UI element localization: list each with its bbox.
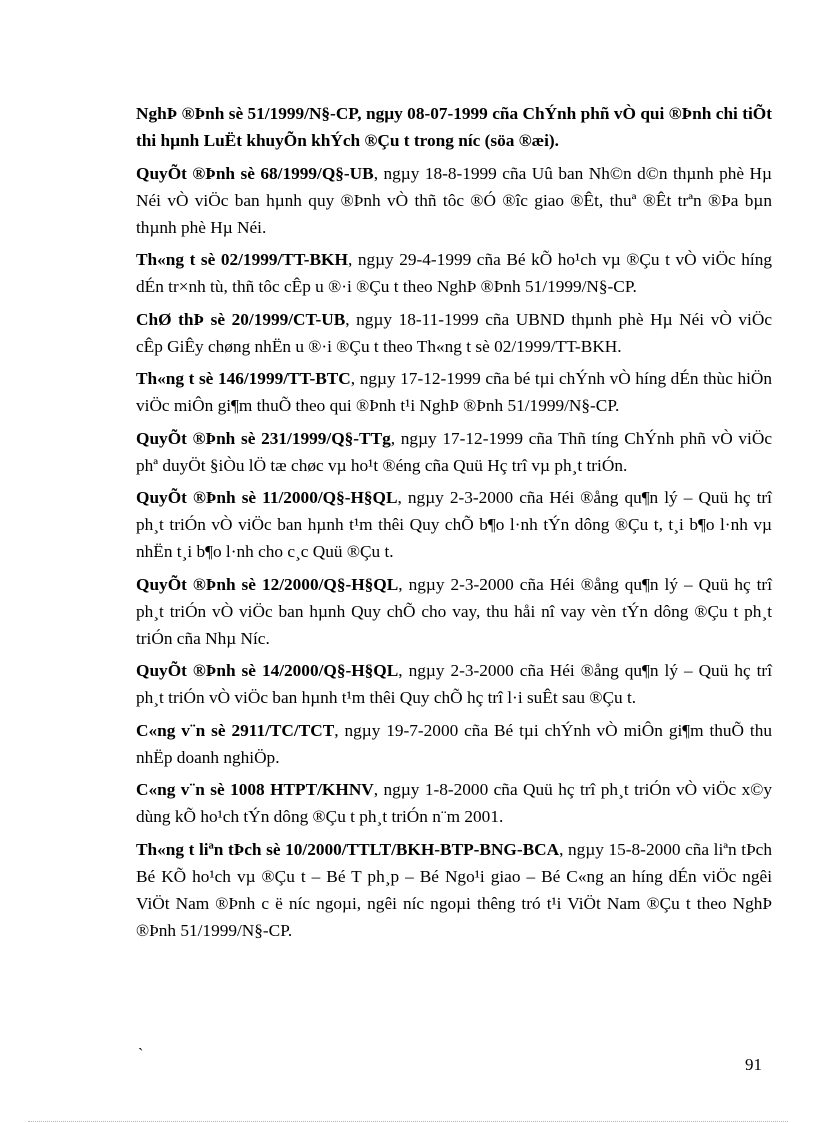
- reference-detail: , ngµy 18-11-1999 cña UBND thµnh phè Hµ Néi vÒ viÖc cÊp GiÊy chøng nhËn u ®·i ®Çu t theo Th«ng t sè 02/1999/TT-BKH.: [136, 309, 772, 356]
- reference-entry-9: [136, 657, 772, 711]
- reference-entry-3: [136, 246, 772, 300]
- reference-title: ChØ thÞ sè 20/1999/CT-UB: [136, 309, 346, 329]
- reference-entry-2: [136, 160, 772, 241]
- reference-title: C«ng v¨n sè 2911/TC/TCT: [136, 720, 335, 740]
- reference-detail: , ngµy 18-8-1999 cña Uû ban Nh©n d©n thµnh phè Hµ Néi vÒ viÖc ban hµnh quy ®Þnh vÒ thñ tôc ®Ó ®îc giao ®Êt, thuª ®Êt trªn ®Þa bµn thµnh phè Hµ Néi.: [136, 163, 772, 237]
- footer-tick-mark: `: [138, 1046, 144, 1063]
- reference-title: QuyÕt ®Þnh sè 68/1999/Q§-UB: [136, 163, 374, 183]
- page-number: 91: [745, 1055, 762, 1074]
- reference-entry-6: [136, 425, 772, 479]
- reference-entry-12: [136, 836, 772, 944]
- reference-title: QuyÕt ®Þnh sè 14/2000/Q§-H§QL: [136, 661, 399, 680]
- reference-title: C«ng v¨n sè 1008 HTPT/KHNV: [136, 780, 374, 799]
- reference-detail: , ngµy 2-3-2000 cña Héi ®ång qu¶n lý – Quü hç trî ph¸t triÓn vÒ viÖc ban hµnh t¹m thêi Quy chÕ hç trî l·i suÊt sau ®Çu t.: [136, 661, 772, 707]
- reference-title: QuyÕt ®Þnh sè 231/1999/Q§-TTg: [136, 428, 391, 448]
- reference-entry-8: [136, 571, 772, 652]
- reference-title: Th«ng t sè 146/1999/TT-BTC: [136, 369, 351, 388]
- reference-list: [136, 100, 772, 949]
- reference-entry-10: [136, 717, 772, 771]
- reference-title: QuyÕt ®Þnh sè 12/2000/Q§-H§QL: [136, 574, 399, 594]
- reference-title: Th«ng t sè 02/1999/TT-BKH: [136, 250, 348, 269]
- reference-detail: , ngµy 1-8-2000 cña Quü hç trî ph¸t triÓn vÒ viÖc x©y dùng kÕ ho¹ch tÝn dông ®Çu t ph¸t triÓn n¨m 2001.: [136, 780, 772, 826]
- reference-title: Th«ng t liªn tÞch sè 10/2000/TTLT/BKH-BTP-BNG-BCA: [136, 839, 560, 859]
- reference-detail: , ngµy 17-12-1999 cña bé tµi chÝnh vÒ híng dÉn thùc hiÖn viÖc miÔn gi¶m thuÕ theo qui ®Þnh t¹i NghÞ ®Þnh 51/1999/N§-CP.: [136, 369, 773, 415]
- reference-detail: , ngµy 15-8-2000 cña liªn tÞch Bé KÕ ho¹ch vµ ®Çu t – Bé T ph¸p – Bé Ngo¹i giao – Bé C«ng an híng dÉn viÖc ngêi ViÖt Nam ®Þnh c ë níc ngoµi, ngêi níc ngoµi thêng tró t¹i ViÖt Nam ®Çu t theo NghÞ ®Þnh 51/1999/N§-CP.: [136, 839, 772, 940]
- reference-entry-5: [136, 365, 772, 419]
- page-bottom-divider: [28, 1121, 788, 1122]
- reference-entry-1: [136, 100, 772, 154]
- reference-entry-4: [136, 306, 772, 360]
- reference-detail: , ngµy 29-4-1999 cña Bé kÕ ho¹ch vµ ®Çu t vÒ viÖc híng dÉn tr×nh tù, thñ tôc cÊp u ®·i ®Çu t theo NghÞ ®Þnh 51/1999/N§-CP.: [136, 250, 773, 296]
- reference-title: QuyÕt ®Þnh sè 11/2000/Q§-H§QL: [136, 488, 398, 507]
- reference-entry-11: [136, 776, 772, 830]
- reference-entry-7: [136, 484, 772, 565]
- reference-title: NghÞ ®Þnh sè 51/1999/N§-CP, ngµy 08-07-1999 cña ChÝnh phñ vÒ qui ®Þnh chi tiÕt thi hµnh LuËt khuyÕn khÝch ®Çu t trong níc (söa ®æi).: [136, 104, 772, 150]
- reference-detail: , ngµy 2-3-2000 cña Héi ®ång qu¶n lý – Quü hç trî ph¸t triÓn vÒ viÖc ban hµnh t¹m thêi Quy chÕ b¶o l·nh tÝn dông ®Çu t, t¸i b¶o l·nh vµ nhËn t¸i b¶o l·nh cho c¸c Quü ®Çu t.: [136, 488, 772, 561]
- reference-detail: , ngµy 19-7-2000 cña Bé tµi chÝnh vÒ miÔn gi¶m thuÕ thu nhËp doanh nghiÖp.: [136, 720, 772, 767]
- reference-detail: , ngµy 17-12-1999 cña Thñ tíng ChÝnh phñ vÒ viÖc phª duyÖt §iÒu lÖ tæ chøc vµ ho¹t ®éng cña Quü Hç trî vµ ph¸t triÓn.: [136, 428, 772, 475]
- reference-detail: , ngµy 2-3-2000 cña Héi ®ång qu¶n lý – Quü hç trî ph¸t triÓn vÒ viÖc ban hµnh Quy chÕ cho vay, thu håi nî vay vèn tÝn dông ®Çu t ph¸t triÓn cña Nhµ Níc.: [136, 574, 772, 648]
